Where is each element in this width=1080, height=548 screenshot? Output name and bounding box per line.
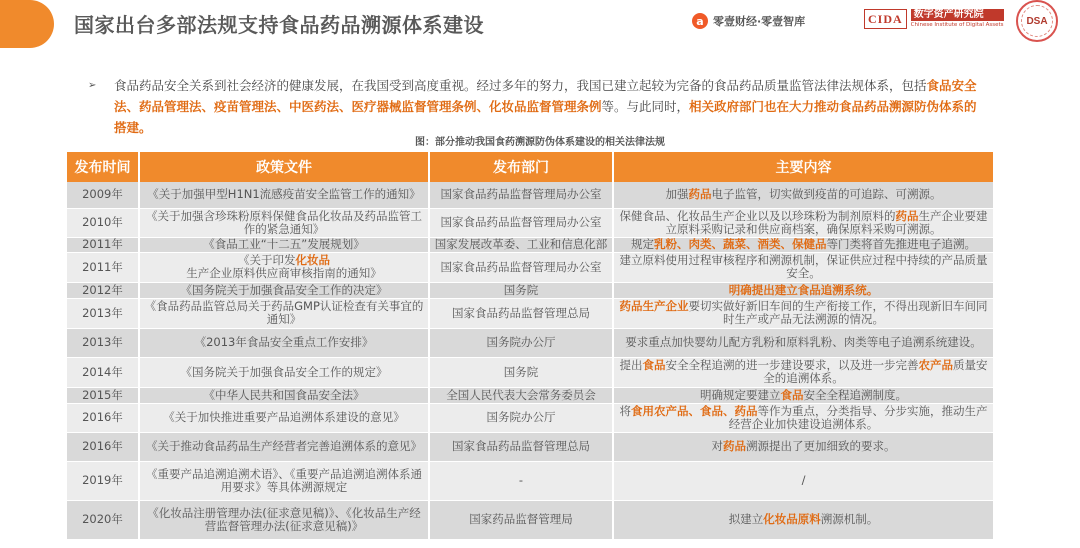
table-row (67, 357, 994, 387)
cell-department: 国家药品监督管理局 (429, 500, 613, 539)
cell-department: 全国人民代表大会常务委员会 (429, 387, 613, 403)
cell-document (139, 432, 429, 461)
document-text: 《食品工业“十二五”发展规划》 (203, 237, 365, 251)
cell-department: 国务院办公厅 (429, 403, 613, 432)
cida-en-name: Chinese Institute of Digital Assets (910, 22, 1004, 28)
content-text: 拟建立 (728, 512, 764, 526)
table-row (67, 282, 994, 298)
document-text: 《中华人民共和国食品安全法》 (203, 387, 365, 402)
document-highlight: 化妆品 (295, 253, 330, 267)
cell-document (139, 403, 429, 432)
bullet-arrow-icon: ➢ (88, 80, 97, 91)
cell-content (613, 252, 994, 282)
content-text: 安全全程追溯的进一步建设要求，以及进一步完善 (665, 358, 919, 372)
table-row (67, 403, 994, 432)
cell-document (139, 387, 429, 403)
cell-content (613, 500, 994, 539)
document-text: 《关于推动食品药品生产经营者完善追溯体系的意见》 (146, 439, 422, 453)
header-year: 发布时间 (67, 152, 139, 182)
cell-department: 国务院办公厅 (429, 328, 613, 357)
cida-cn-name: 数字资产研究院 (911, 9, 1004, 21)
cell-department: 国务院 (429, 282, 613, 298)
header-department: 发布部门 (429, 152, 613, 182)
header-document: 政策文件 (139, 152, 429, 182)
content-text: 溯源提出了更加细致的要求。 (746, 439, 896, 453)
document-text: 生产企业原料供应商审核指南的通知》 (186, 266, 382, 280)
cell-year: 2015年 (67, 387, 139, 403)
cell-content (613, 182, 994, 208)
content-highlight: 化妆品原料 (763, 512, 821, 526)
brand-01caijing (692, 13, 805, 29)
cell-document (139, 237, 429, 252)
cell-year: 2009年 (67, 182, 139, 208)
brand-logo-icon: a (692, 13, 708, 29)
cell-department: 国家食品药品监督管理局办公室 (429, 208, 613, 237)
table-row (67, 432, 994, 461)
content-text: 要切实做好新旧车间的生产衔接工作，不得出现新旧车间同时生产或产品无法溯源的情况。 (688, 299, 988, 326)
cell-year: 2011年 (67, 252, 139, 282)
content-text: 建立原料使用过程审核程序和溯源机制，保证供应过程中持续的产品质量安全。 (619, 253, 988, 280)
document-text: 《食品药品监管总局关于药品GMP认证检查有关事宜的通知》 (144, 299, 424, 326)
brand-01caijing-text: 零壹财经·零壹智库 (713, 15, 806, 28)
intro-text-2: 等。与此同时， (601, 99, 690, 114)
header-content: 主要内容 (613, 152, 994, 182)
content-highlight: 乳粉、肉类、蔬菜、酒类、保健品 (654, 237, 827, 251)
cell-content (613, 237, 994, 252)
cell-year: 2019年 (67, 461, 139, 500)
cell-content (613, 328, 994, 357)
document-text: 《2013年食品安全重点工作安排》 (194, 335, 374, 349)
cell-year: 2016年 (67, 403, 139, 432)
cell-document (139, 182, 429, 208)
cell-department: 国家食品药品监督管理局办公室 (429, 182, 613, 208)
cell-content (613, 357, 994, 387)
content-text: / (801, 473, 806, 487)
table-row (67, 387, 994, 403)
cell-year: 2013年 (67, 298, 139, 328)
content-highlight: 药品 (688, 187, 712, 202)
table-row (67, 252, 994, 282)
content-highlight: 食品 (780, 387, 804, 402)
content-text: 加强 (665, 187, 689, 202)
content-highlight: 药品 (723, 439, 746, 453)
cell-document (139, 500, 429, 539)
content-text: 安全全程追溯制度。 (803, 387, 907, 402)
brand-cida (864, 9, 1004, 29)
cell-year: 2012年 (67, 282, 139, 298)
cell-department: 国务院 (429, 357, 613, 387)
intro-text-1: 食品药品安全关系到社会经济的健康发展，在我国受到高度重视。经过多年的努力，我国已建立起较为完备的食品药品质量监管法律法规体系，包括 (114, 78, 927, 93)
content-text: 将 (619, 403, 631, 418)
cell-document (139, 208, 429, 237)
table-row (67, 328, 994, 357)
document-text: 《国务院关于加强食品安全工作的决定》 (180, 282, 388, 297)
document-text: 《关于加强甲型H1N1流感疫苗安全监管工作的通知》 (147, 187, 421, 202)
cell-content (613, 461, 994, 500)
document-text: 《化妆品注册管理办法(征求意见稿)》、《化妆品生产经营监督管理办法(征求意见稿)》 (147, 505, 421, 533)
content-highlight: 食品 (642, 358, 666, 372)
content-highlight: 明确提出建立食品追溯系统。 (728, 282, 879, 297)
cell-content (613, 432, 994, 461)
cell-content (613, 282, 994, 298)
table-header-row (67, 152, 994, 182)
cell-year: 2011年 (67, 237, 139, 252)
document-text: 《关于加快推进重要产品追溯体系建设的意见》 (163, 410, 405, 424)
table-caption: 图：部分推动我国食药溯源防伪体系建设的相关法律法规 (415, 137, 665, 148)
cell-content (613, 387, 994, 403)
document-text: 《重要产品追溯追溯术语》、《重要产品追溯追溯体系通用要求》等具体溯源规定 (146, 466, 422, 494)
table-row (67, 237, 994, 252)
content-text: 溯源机制。 (820, 512, 879, 526)
content-highlight: 农产品 (918, 358, 953, 372)
content-text: 对 (711, 439, 723, 453)
cell-year: 2014年 (67, 357, 139, 387)
intro-highlight-laws: 食品安全法、药品管理法、疫苗管理法、中医药法、医疗器械监督管理条例、化妆品监督管理条例 (114, 78, 977, 114)
document-text: 《关于印发 (238, 253, 296, 267)
cell-document (139, 328, 429, 357)
cida-logo: CIDA (864, 9, 907, 29)
content-text: 规定 (631, 237, 654, 251)
cell-content (613, 208, 994, 237)
content-text: 等门类将首先推进电子追溯。 (826, 237, 976, 251)
table-row (67, 500, 994, 539)
cell-document (139, 252, 429, 282)
table-row (67, 461, 994, 500)
content-highlight: 药品生产企业 (619, 299, 689, 313)
content-highlight: 药品 (895, 208, 919, 223)
content-text: 质量安全的追溯体系。 (763, 358, 988, 385)
dsa-seal-logo: DSA (1016, 0, 1058, 42)
cell-document (139, 282, 429, 298)
table-row (67, 208, 994, 237)
cell-year: 2020年 (67, 500, 139, 539)
content-text: 等作为重点，分类指导、分步实施，推动生产经营企业加快建设追溯体系。 (728, 403, 988, 431)
cell-department: 国家食品药品监督管理局办公室 (429, 252, 613, 282)
document-text: 《关于加强含珍珠粉原料保健食品化妆品及药品监管工作的紧急通知》 (146, 208, 422, 236)
table-row (67, 182, 994, 208)
intro-paragraph (88, 75, 988, 138)
intro-highlight-govt: 相关政府部门也在大力推动食品药品溯源防伪体系的搭建。 (114, 99, 977, 135)
cell-year: 2016年 (67, 432, 139, 461)
content-text: 电子监管，切实做到疫苗的可追踪、可溯源。 (711, 187, 942, 202)
content-text: 生产企业要建立原料采购记录和供应商档案，确保原料采购可溯源。 (665, 208, 988, 236)
content-text: 提出 (619, 358, 643, 372)
cell-document (139, 298, 429, 328)
cell-content (613, 403, 994, 432)
content-text: 要求重点加快婴幼儿配方乳粉和原料乳粉、肉类等电子追溯系统建设。 (625, 335, 982, 349)
cell-document (139, 461, 429, 500)
cell-department: 国家发展改革委、工业和信息化部 (429, 237, 613, 252)
regulations-table (67, 152, 995, 540)
cell-year: 2013年 (67, 328, 139, 357)
content-text: 明确规定要建立 (700, 387, 781, 402)
document-text: 《国务院关于加强食品安全工作的规定》 (180, 364, 388, 379)
cell-content (613, 298, 994, 328)
cell-year: 2010年 (67, 208, 139, 237)
content-text: 保健食品、化妆品生产企业以及以珍珠粉为制剂原料的 (619, 208, 896, 223)
page-title: 国家出台多部法规支持食品药品溯源体系建设 (74, 13, 484, 37)
content-highlight: 食用农产品、食品、药品 (631, 403, 758, 418)
corner-accent-shape (0, 0, 54, 48)
cell-department: 国家食品药品监督管理总局 (429, 432, 613, 461)
cell-department: 国家食品药品监督管理总局 (429, 298, 613, 328)
table-row (67, 298, 994, 328)
cell-department: - (429, 461, 613, 500)
cell-document (139, 357, 429, 387)
